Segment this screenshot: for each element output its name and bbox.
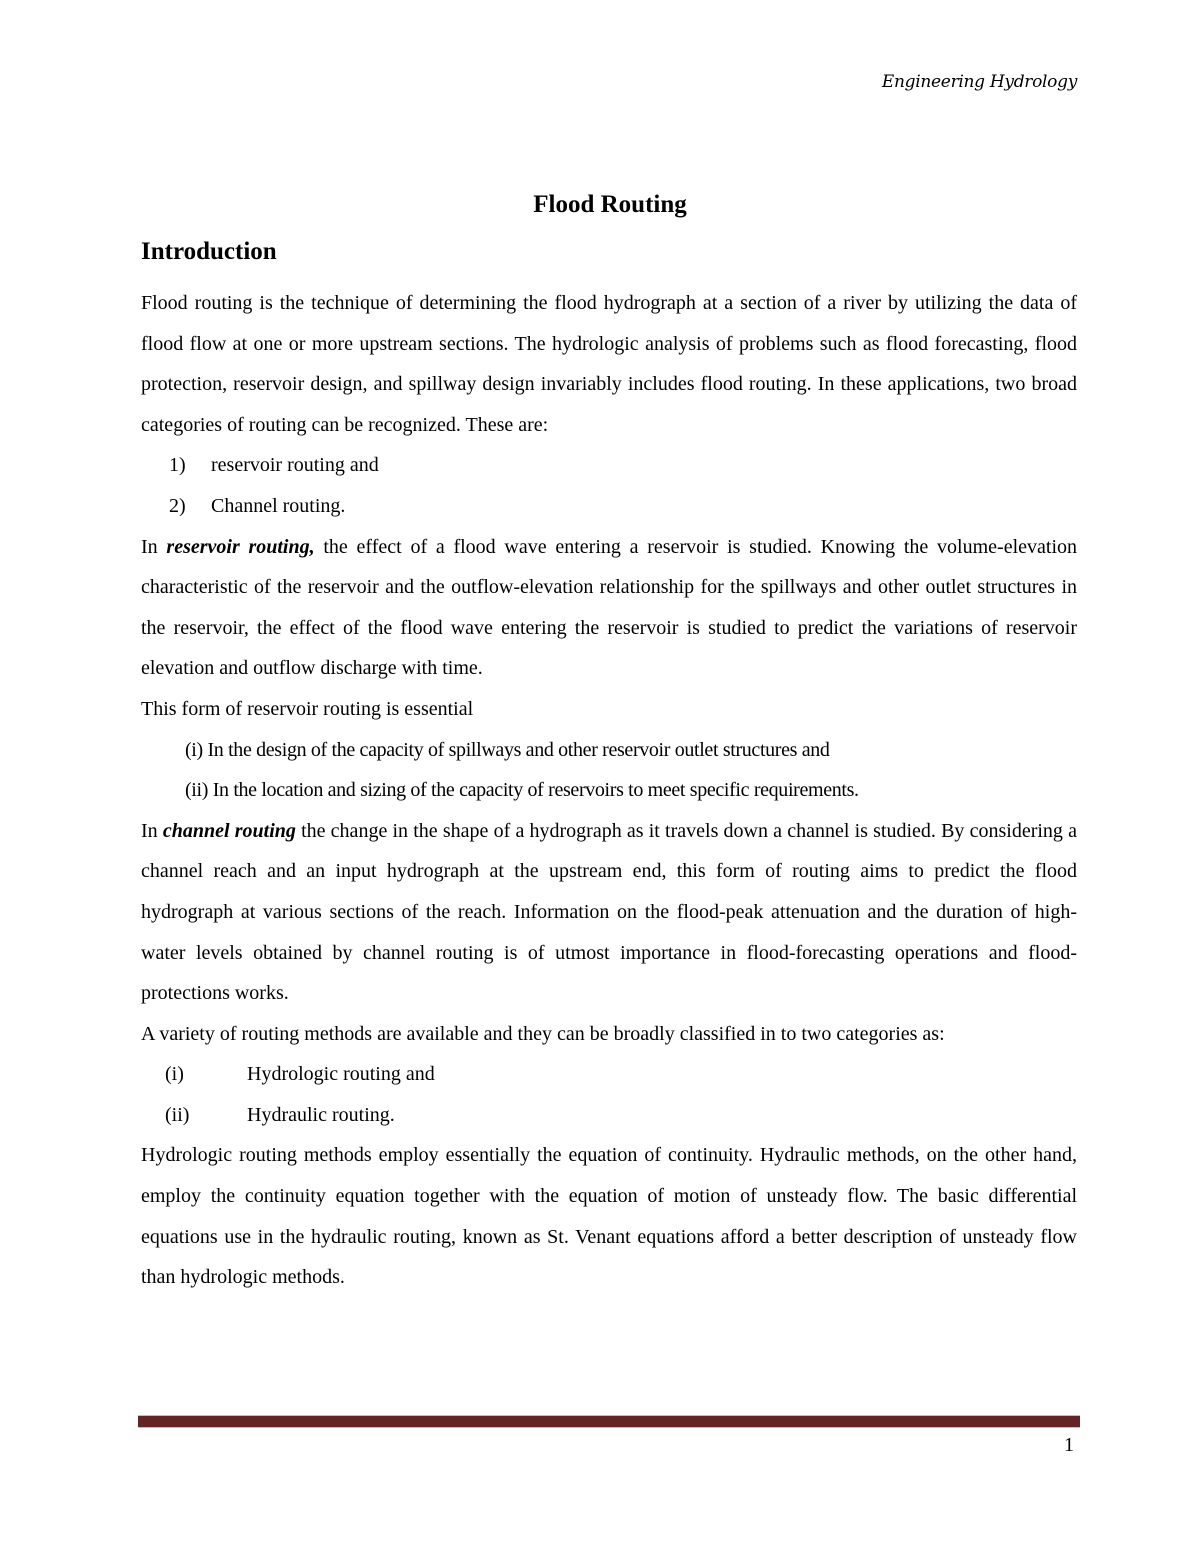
list-item: [141, 1095, 1077, 1136]
paragraph-text: the effect of a flood wave entering a reservoir is studied. Knowing the volume-elevation characteristic of the reservoir and the outflow-elevation relationship for the spillways and other outlet structures in the reservoir, the effect of the flood wave entering the reservoir is studied to predict the variations of reservoir elevation and outflow discharge with time.: [141, 535, 1077, 680]
list-item: [141, 445, 1077, 486]
list-text: Hydrologic routing and: [247, 1063, 435, 1086]
list-number: (ii): [185, 779, 209, 802]
channel-routing-paragraph: [141, 811, 1077, 1014]
list-number: 2): [169, 494, 186, 517]
list-number: (ii): [165, 1103, 190, 1126]
document-title: Flood Routing: [533, 191, 687, 218]
list-item: [141, 1054, 1077, 1095]
list-item: [141, 770, 1077, 811]
list-item: [141, 486, 1077, 527]
paragraph-text: the change in the shape of a hydrograph as it travels down a channel is studied. By considering a channel reach and an input hydrograph at the upstream end, this form of routing aims to predict the flood hydrograph at various sections of the reach. Information on the flood-peak attenuation and the duration of high-water levels obtained by channel routing is of utmost importance in flood-forecasting operations and flood-protections works.: [141, 819, 1077, 1005]
paragraph-lead: In: [141, 819, 163, 842]
list-number: (i): [165, 1063, 184, 1086]
emphasis-term: reservoir routing,: [166, 535, 315, 558]
reservoir-routing-paragraph: [141, 527, 1077, 689]
list-text: In the design of the capacity of spillways and other reservoir outlet structures and: [207, 738, 830, 761]
document-body: [141, 283, 1077, 1298]
paragraph-lead: In: [141, 535, 167, 558]
list-text: In the location and sizing of the capacity of reservoirs to meet specific requirements.: [212, 779, 859, 802]
section-heading: Introduction: [141, 238, 277, 265]
list-item: [141, 730, 1077, 771]
essential-line: This form of reservoir routing is essential: [141, 697, 474, 720]
list-text: Channel routing.: [211, 494, 346, 517]
emphasis-term: channel routing: [162, 819, 296, 842]
methods-paragraph: A variety of routing methods are available and they can be broadly classified in to two categories as:: [141, 1022, 945, 1045]
running-header: Engineering Hydrology: [881, 72, 1077, 92]
intro-paragraph: Flood routing is the technique of determining the flood hydrograph at a section of a river by utilizing the data of flood flow at one or more upstream sections. The hydrologic analysis of problems such as flood forecasting, flood protection, reservoir design, and spillway design invariably includes flood routing. In these applications, two broad categories of routing can be recognized. These are:: [141, 292, 1077, 436]
page-number: 1: [1064, 1434, 1074, 1456]
footer-rule: [138, 1415, 1080, 1428]
list-number: 1): [169, 454, 186, 477]
list-number: (i): [185, 738, 203, 761]
list-text: reservoir routing and: [211, 454, 379, 477]
list-text: Hydraulic routing.: [247, 1103, 395, 1126]
closing-paragraph: Hydrologic routing methods employ essentially the equation of continuity. Hydraulic methods, on the other hand, employ the continuity equation together with the equation of motion of unsteady flow. The basic differential equations use in the hydraulic routing, known as St. Venant equations afford a better description of unsteady flow than hydrologic methods.: [141, 1144, 1077, 1289]
